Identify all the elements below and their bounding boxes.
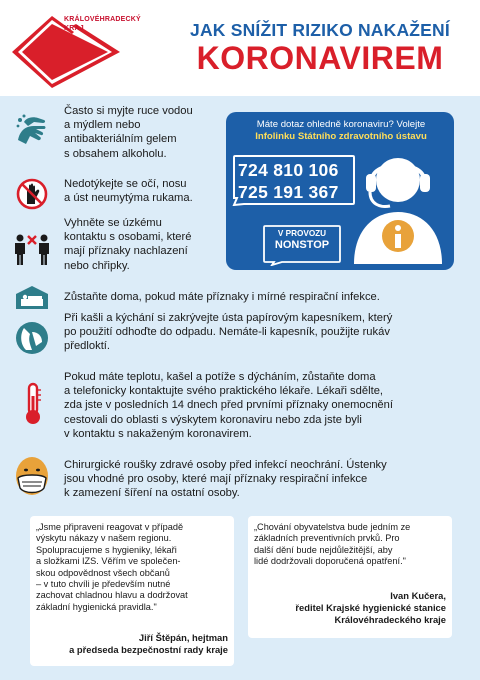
- thermometer-icon: [22, 382, 44, 426]
- text-line: výskytu nákazy v našem regionu.: [36, 533, 172, 544]
- text-line: Často si myjte ruce vodou: [64, 105, 193, 117]
- signature-line: ředitel Krajské hygienické stanice: [295, 602, 446, 613]
- signature-line: Jiří Štěpán, hejtman: [138, 632, 228, 643]
- header: [0, 0, 480, 96]
- nonstop-badge-text: [266, 229, 338, 250]
- text-line: po použití odhoďte do odpadu. Nemáte-li kapesník, použijte rukáv: [64, 326, 390, 339]
- text-line: antibakteriálním gelem: [64, 133, 177, 146]
- text-line: s obsahem alkoholu.: [64, 147, 167, 160]
- text-line: Při kašli a kýchání si zakrývejte ústa papírovým kapesníkem, který: [64, 312, 393, 324]
- cough-tissue-icon: [14, 320, 50, 356]
- text-line: Vyhněte se úzkému: [64, 217, 162, 229]
- tip-avoid-contact-text: [64, 216, 191, 273]
- tip-mask-text: [64, 458, 387, 501]
- text-line: a mýdlem nebo: [64, 119, 141, 132]
- text-line: skou odpovědnost všech občanů: [36, 567, 170, 578]
- phone-number-1[interactable]: 724 810 106: [238, 160, 339, 180]
- tip-stay-home-text: [64, 290, 380, 304]
- tip-cough-text: [64, 311, 392, 354]
- text-line: a složkami IZS. Věřím ve společen-: [36, 556, 181, 567]
- quote-hygiena-signature: [254, 590, 446, 626]
- text-line: a úst neumytýma rukama.: [64, 192, 193, 205]
- text-line: kontaktu s osobami, které: [64, 231, 192, 244]
- badge-line-1: V PROVOZU: [277, 229, 327, 238]
- signature-line: Ivan Kučera,: [390, 590, 446, 601]
- text-line: k zamezení šíření na ostatní osoby.: [64, 487, 240, 500]
- text-line: Spolupracujeme s hygieniky, lékaři: [36, 544, 177, 555]
- operator-headset-icon: [346, 140, 450, 268]
- text-line: „Jsme připraveni reagovat v případě: [36, 522, 184, 532]
- signature-line: a předseda bezpečnostní rady kraje: [69, 644, 228, 655]
- face-mask-icon: [12, 456, 52, 498]
- text-line: předloktí.: [64, 340, 111, 353]
- logo-text: [64, 15, 141, 33]
- text-line: základní hygienická pravidla.": [36, 601, 157, 612]
- phone-number-2[interactable]: 725 191 367: [238, 182, 339, 202]
- signature-line: Královéhradeckého kraje: [334, 614, 446, 625]
- text-line: a telefonicky kontaktujte svého praktického lékaře. Lékaři sdělte,: [64, 385, 384, 398]
- text-line: cestovali do oblasti s výskytem koronaviru nebo zda jste byli: [64, 413, 362, 426]
- text-line: Zůstaňte doma, pokud máte příznaky i mírné respirační infekce.: [64, 291, 380, 303]
- avoid-contact-icon: [12, 232, 52, 266]
- badge-line-2: NONSTOP: [274, 238, 330, 251]
- text-line: mají příznaky nachlazení: [64, 245, 188, 258]
- text-line: zda jste v posledních 14 dnech před prvními příznaky onemocnění: [64, 399, 393, 412]
- text-line: lidé dodržovali doporučená opatření.": [254, 556, 406, 567]
- infoline-lead-line-1: Máte dotaz ohledně koronaviru? Volejte: [256, 119, 426, 130]
- tip-hand-wash-text: [64, 104, 193, 161]
- text-line: základních preventivních prvků. Pro: [254, 533, 400, 544]
- infoline-lead-line-2: Infolinku Státního zdravotního ústavu: [255, 131, 427, 142]
- text-line: další dění bude nejdůležitější, aby: [254, 544, 393, 555]
- hand-wash-icon: [14, 112, 50, 148]
- text-line: Chirurgické roušky zdravé osoby před infekcí neochrání. Ústenky: [64, 459, 387, 471]
- text-line: v kontaktu s nakaženým koronavirem.: [64, 427, 252, 440]
- text-line: zachovat chladnou hlavu a dodržovat: [36, 590, 188, 601]
- title-line-2: KORONAVIREM: [196, 40, 444, 76]
- logo-line-2: KRAJ: [64, 25, 84, 32]
- text-line: – v tuto chvíli je především nutné: [36, 579, 171, 590]
- stay-home-icon: [14, 284, 50, 310]
- text-line: jsou vhodné pro osoby, které mají příznaky respirační infekce: [64, 473, 368, 486]
- text-line: Nedotýkejte se očí, nosu: [64, 178, 187, 190]
- quote-hejtman-signature: [36, 632, 228, 656]
- no-touch-face-icon: [16, 178, 48, 210]
- text-line: nebo chřipky.: [64, 259, 130, 272]
- text-line: Pokud máte teplotu, kašel a potíže s dýcháním, zůstaňte doma: [64, 371, 376, 383]
- text-line: „Chování obyvatelstva bude jedním ze: [254, 522, 411, 532]
- tip-fever-text: [64, 370, 393, 441]
- tip-no-touch-text: [64, 177, 193, 205]
- logo-line-1: KRÁLOVÉHRADECKÝ: [64, 16, 141, 23]
- quote-hygiena-text: [254, 522, 450, 568]
- quote-hejtman-text: [36, 522, 232, 613]
- title-line-1: JAK SNÍŽIT RIZIKO NAKAŽENÍ: [190, 20, 450, 40]
